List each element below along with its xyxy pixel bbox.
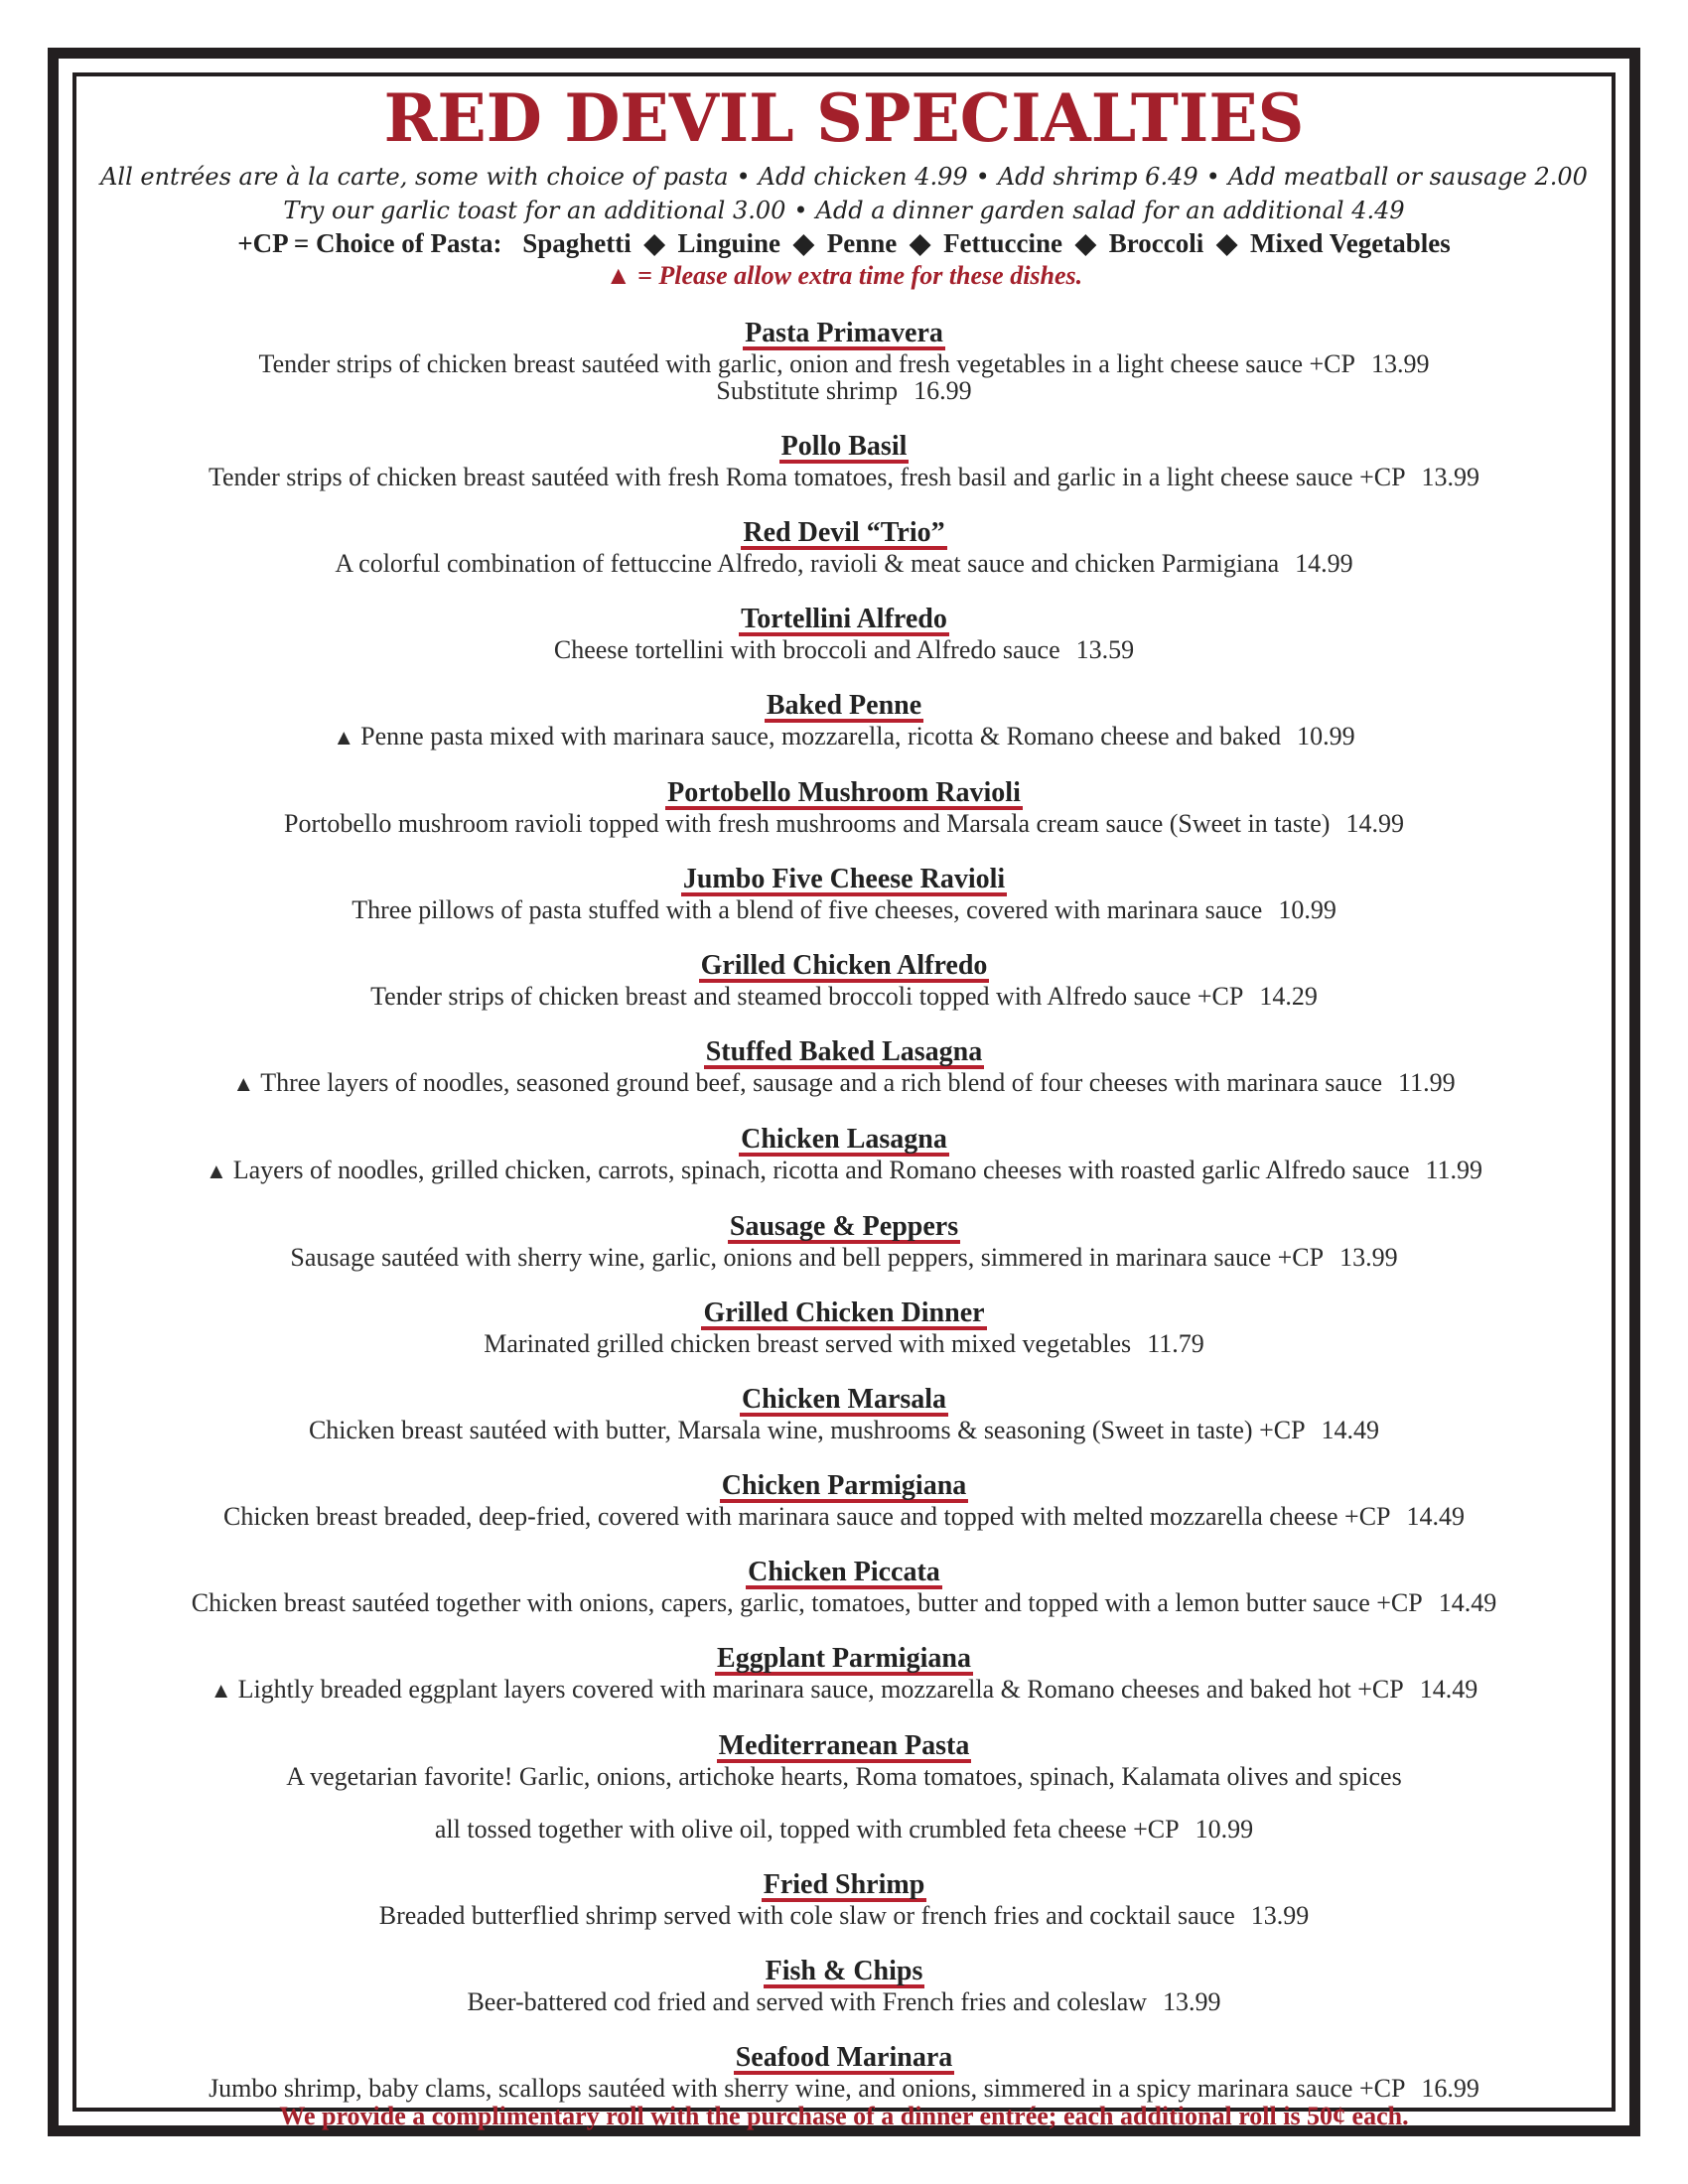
menu-item [76, 779, 1612, 837]
menu-item-description-row [76, 1503, 1612, 1530]
note-add-shrimp: Add shrimp 6.49 [997, 163, 1198, 191]
menu-item-price: 14.49 [1406, 1502, 1465, 1531]
menu-item-name-row [76, 779, 1612, 810]
menu-item-name-row [76, 1386, 1612, 1417]
bullet: • [1205, 163, 1220, 191]
menu-item-option-price: 16.99 [914, 376, 972, 405]
note-add-chicken: Add chicken 4.99 [758, 163, 968, 191]
menu-page [76, 76, 1612, 2130]
menu-item-name: Jumbo Five Cheese Ravioli [682, 864, 1006, 894]
menu-item-description-row [76, 1902, 1612, 1929]
pasta-option: Linguine [677, 228, 781, 258]
menu-item-price: 13.99 [1163, 1987, 1221, 2016]
menu-item-name: Grilled Chicken Dinner [703, 1297, 985, 1328]
menu-item-name: Seafood Marinara [735, 2042, 953, 2073]
menu-item [76, 1386, 1612, 1443]
pasta-option: Penne [826, 228, 898, 258]
menu-item-price: 16.99 [1421, 2074, 1479, 2103]
dish-list [76, 320, 1612, 2102]
menu-item-description-row [76, 723, 1612, 751]
menu-item-name-row [76, 433, 1612, 464]
menu-item-price: 10.99 [1297, 722, 1355, 751]
menu-item-price: 11.79 [1147, 1329, 1204, 1358]
menu-item-name: Chicken Piccata [748, 1557, 940, 1587]
menu-item-price: 13.59 [1075, 635, 1135, 664]
menu-item-name: Stuffed Baked Lasagna [705, 1036, 983, 1067]
menu-item-name: Tortellini Alfredo [741, 604, 947, 634]
menu-item-price: 14.99 [1345, 809, 1404, 838]
menu-item-name-row [76, 692, 1612, 723]
menu-item-description-row [76, 1676, 1612, 1704]
menu-item-description-row [76, 350, 1612, 377]
menu-item-name-row [76, 1958, 1612, 1988]
bullet: • [975, 163, 990, 191]
menu-item-name-row [76, 519, 1612, 550]
menu-item [76, 1472, 1612, 1530]
menu-item-description: Cheese tortellini with broccoli and Alfredo sauce [553, 635, 1060, 664]
menu-item [76, 433, 1612, 490]
menu-item-description-row [76, 810, 1612, 837]
menu-item-name-row [76, 866, 1612, 896]
menu-item-description-row [76, 1988, 1612, 2015]
extra-time-legend: ▲ = Please allow extra time for these dishes. [605, 261, 1083, 290]
menu-item-description: Tender strips of chicken breast sautéed with fresh Roma tomatoes, fresh basil and garlic in a light cheese sauce +CP [208, 463, 1406, 491]
menu-item-price: 14.49 [1321, 1416, 1380, 1444]
triangle-icon: ▲ [210, 1678, 232, 1703]
menu-item-description: Three pillows of pasta stuffed with a blend of five cheeses, covered with marinara sauce [352, 895, 1263, 924]
menu-item-description-row [76, 1244, 1612, 1271]
menu-item-description: Chicken breast sautéed together with onions, capers, garlic, tomatoes, butter and topped with a lemon butter sauce +CP [191, 1588, 1423, 1617]
menu-item-name: Eggplant Parmigiana [717, 1643, 971, 1674]
note-garden-salad: Add a dinner garden salad for an additional 4.49 [815, 197, 1405, 224]
menu-item-option: Substitute shrimp [716, 376, 899, 405]
menu-item-description-row [76, 1157, 1612, 1184]
diamond-icon: ◆ [793, 228, 814, 258]
menu-item-name-row [76, 1472, 1612, 1503]
menu-item-name: Chicken Lasagna [741, 1124, 947, 1155]
menu-item-name: Pollo Basil [780, 431, 908, 462]
pasta-option: Broccoli [1108, 228, 1204, 258]
note-a-la-carte: All entrées are à la carte, some with choice of pasta [100, 163, 729, 191]
menu-item-description-row [76, 1589, 1612, 1616]
menu-item-name-row [76, 952, 1612, 983]
menu-item-description: Three layers of noodles, seasoned ground beef, sausage and a rich blend of four cheeses with marinara sauce [260, 1068, 1383, 1097]
menu-item-name-row [76, 1213, 1612, 1244]
menu-item [76, 519, 1612, 577]
diamond-icon: ◆ [1216, 228, 1238, 258]
menu-item-description-row [76, 1069, 1612, 1097]
diamond-icon: ◆ [910, 228, 931, 258]
bullet: • [736, 163, 751, 191]
menu-item-name-row [76, 1645, 1612, 1676]
bullet: • [793, 197, 808, 224]
pasta-option: Spaghetti [522, 228, 632, 258]
menu-item-description: Portobello mushroom ravioli topped with fresh mushrooms and Marsala cream sauce (Sweet in taste) [284, 809, 1331, 838]
menu-item-option-row [76, 377, 1612, 404]
menu-item-name-row [76, 1559, 1612, 1589]
menu-item-price: 14.29 [1259, 982, 1318, 1011]
menu-item [76, 692, 1612, 751]
menu-item-price: 14.99 [1295, 549, 1353, 578]
menu-item-description-row [76, 896, 1612, 923]
menu-item-price: 10.99 [1278, 895, 1336, 924]
menu-item-description-row [76, 550, 1612, 577]
menu-item-name: Fried Shrimp [763, 1869, 925, 1900]
triangle-icon: ▲ [205, 1159, 227, 1183]
menu-item-name: Portobello Mushroom Ravioli [667, 777, 1021, 808]
pasta-option: Mixed Vegetables [1250, 228, 1451, 258]
note-garlic-toast: Try our garlic toast for an additional 3.00 [283, 197, 786, 224]
menu-item-name-row [76, 1126, 1612, 1157]
page-title: RED DEVIL SPECIALTIES [383, 79, 1305, 157]
menu-item-description-row [76, 636, 1612, 663]
note-line-1 [76, 160, 1612, 194]
menu-item-description-row [76, 1763, 1612, 1790]
menu-item-description: Jumbo shrimp, baby clams, scallops sautéed with sherry wine, and onions, simmered in a spicy marinara sauce +CP [209, 2074, 1406, 2103]
menu-item-description: Chicken breast sautéed with butter, Marsala wine, mushrooms & seasoning (Sweet in taste) +CP [308, 1416, 1306, 1444]
menu-item [76, 1213, 1612, 1271]
pasta-option: Fettuccine [943, 228, 1063, 258]
menu-item-price: 14.49 [1438, 1588, 1497, 1617]
menu-item-name: Red Devil “Trio” [743, 517, 945, 548]
menu-item [76, 952, 1612, 1010]
menu-item-description-row [76, 1330, 1612, 1357]
choice-of-pasta-label: +CP = Choice of Pasta: [237, 228, 502, 258]
menu-item-name-row [76, 1871, 1612, 1902]
menu-item [76, 320, 1612, 404]
menu-item [76, 1732, 1612, 1843]
menu-item [76, 1559, 1612, 1616]
menu-item-price: 10.99 [1195, 1815, 1254, 1843]
menu-item-price: 13.99 [1421, 463, 1480, 491]
menu-item-name-row [76, 2044, 1612, 2075]
menu-item-name: Sausage & Peppers [729, 1211, 959, 1242]
menu-item-description: Tender strips of chicken breast sautéed with garlic, onion and fresh vegetables in a light cheese sauce +CP [258, 349, 1355, 378]
menu-item-description: Marinated grilled chicken breast served with mixed vegetables [484, 1329, 1132, 1358]
menu-item-price: 14.49 [1419, 1675, 1478, 1704]
menu-item-description: A colorful combination of fettuccine Alfredo, ravioli & meat sauce and chicken Parmigiana [335, 549, 1280, 578]
menu-item-description: Tender strips of chicken breast and steamed broccoli topped with Alfredo sauce +CP [370, 982, 1244, 1011]
menu-item-description: Beer-battered cod fried and served with French fries and coleslaw [467, 1987, 1148, 2016]
menu-item-name-row [76, 1299, 1612, 1330]
menu-item-price: 13.99 [1250, 1901, 1310, 1930]
menu-item [76, 2044, 1612, 2102]
diamond-icon: ◆ [1075, 228, 1096, 258]
menu-item-name-row [76, 1732, 1612, 1763]
menu-item-description-row [76, 1816, 1612, 1843]
diamond-icon: ◆ [643, 228, 665, 258]
menu-item [76, 1038, 1612, 1097]
note-line-2 [76, 194, 1612, 227]
menu-item [76, 606, 1612, 663]
menu-item-price: 13.99 [1370, 349, 1430, 378]
menu-item-name: Pasta Primavera [745, 318, 943, 348]
menu-item [76, 866, 1612, 923]
menu-item-description-row [76, 983, 1612, 1010]
menu-item-name: Chicken Marsala [741, 1384, 947, 1415]
menu-item-description: Lightly breaded eggplant layers covered with marinara sauce, mozzarella & Romano cheeses and baked hot +CP [237, 1675, 1404, 1704]
note-add-meatball: Add meatball or sausage 2.00 [1227, 163, 1588, 191]
menu-item-description: Sausage sautéed with sherry wine, garlic, onions and bell peppers, simmered in marinara sauce +CP [290, 1243, 1325, 1272]
menu-item-name-row [76, 606, 1612, 636]
triangle-icon: ▲ [333, 725, 355, 750]
menu-item-description: Penne pasta mixed with marinara sauce, mozzarella, ricotta & Romano cheese and baked [360, 722, 1282, 751]
triangle-icon: ▲ [232, 1071, 255, 1096]
choice-of-pasta-line [76, 227, 1612, 260]
menu-item-description-row [76, 1417, 1612, 1443]
menu-item-description: Chicken breast breaded, deep-fried, covered with marinara sauce and topped with melted mozzarella cheese +CP [223, 1502, 1391, 1531]
menu-item-price: 13.99 [1339, 1243, 1398, 1272]
menu-item-description: Layers of noodles, grilled chicken, carrots, spinach, ricotta and Romano cheeses with roasted garlic Alfredo sauce [232, 1156, 1410, 1184]
menu-item [76, 1645, 1612, 1704]
complimentary-roll-note: We provide a complimentary roll with the purchase of a dinner entrée; each additional roll is 50¢ each. [279, 2102, 1409, 2130]
menu-item [76, 1958, 1612, 2015]
menu-item-description: all tossed together with olive oil, topped with crumbled feta cheese +CP [434, 1815, 1180, 1843]
menu-item-price: 11.99 [1425, 1156, 1483, 1184]
menu-item-name: Mediterranean Pasta [718, 1730, 970, 1761]
menu-item-price: 11.99 [1398, 1068, 1456, 1097]
menu-item-name-row [76, 1038, 1612, 1069]
menu-item [76, 1299, 1612, 1357]
menu-item-name: Grilled Chicken Alfredo [700, 950, 988, 981]
menu-item-name: Baked Penne [766, 690, 922, 721]
menu-item [76, 1871, 1612, 1929]
menu-item-description-row [76, 2075, 1612, 2102]
menu-item-name-row [76, 320, 1612, 350]
menu-item-description-row [76, 464, 1612, 490]
menu-item-name: Chicken Parmigiana [721, 1470, 967, 1501]
menu-item-description: A vegetarian favorite! Garlic, onions, artichoke hearts, Roma tomatoes, spinach, Kalamata olives and spices [286, 1762, 1402, 1791]
menu-item-name: Fish & Chips [765, 1956, 923, 1986]
menu-item-description: Breaded butterflied shrimp served with cole slaw or french fries and cocktail sauce [378, 1901, 1235, 1930]
menu-item [76, 1126, 1612, 1184]
